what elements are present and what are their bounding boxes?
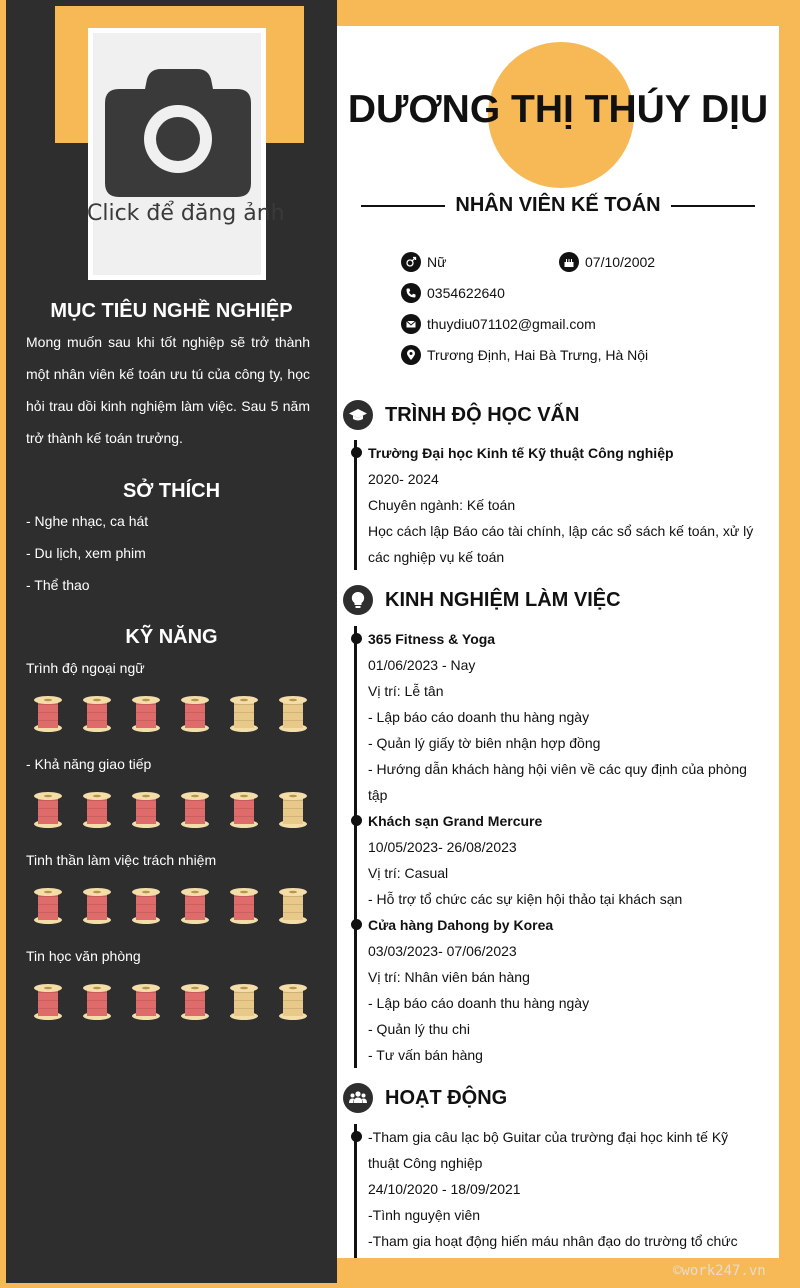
contact-phone: [401, 283, 505, 303]
job-duty: - Quản lý giấy tờ biên nhận hợp đồng: [368, 735, 601, 751]
education-section-header: [343, 400, 579, 430]
timeline-dot: [351, 447, 362, 458]
spool-rating-icon: [128, 695, 164, 733]
skill-label: Trình độ ngoại ngữ: [26, 660, 145, 676]
education-major: Chuyên ngành: Kế toán: [368, 497, 516, 513]
skill-rating: [30, 695, 311, 733]
activity-line: -Tham gia câu lạc bộ Guitar của trường đại học kinh tế Kỹ: [368, 1129, 729, 1145]
birthday-value: 07/10/2002: [585, 254, 656, 270]
skill-rating: [30, 887, 311, 925]
spool-rating-icon: [226, 887, 262, 925]
graduation-cap-icon: [343, 400, 373, 430]
email-icon: [401, 314, 421, 334]
spool-rating-icon: [177, 983, 213, 1021]
activities-timeline: [354, 1124, 357, 1258]
birthday-cake-icon: [559, 252, 579, 272]
spool-rating-icon: [226, 983, 262, 1021]
job-duty: - Lập báo cáo doanh thu hàng ngày: [368, 709, 590, 725]
spool-rating-icon: [128, 983, 164, 1021]
company-name: Khách sạn Grand Mercure: [368, 813, 543, 829]
contact-gender: [401, 252, 446, 272]
timeline-dot: [351, 633, 362, 644]
job-position: Vị trí: Lễ tân: [368, 683, 444, 699]
lightbulb-icon: [343, 585, 373, 615]
objective-heading: MỤC TIÊU NGHỀ NGHIỆP: [50, 300, 293, 322]
job-duty: - Lập báo cáo doanh thu hàng ngày: [368, 995, 590, 1011]
divider: [671, 205, 755, 207]
watermark: ©work247.vn: [673, 1263, 766, 1279]
company-name: Cửa hàng Dahong by Korea: [368, 917, 554, 933]
group-people-icon: [343, 1083, 373, 1113]
address-value: Trương Định, Hai Bà Trưng, Hà Nội: [427, 347, 649, 363]
skill-label: - Khả năng giao tiếp: [26, 756, 152, 772]
camera-icon: [105, 69, 251, 197]
activity-period: 24/10/2020 - 18/09/2021: [368, 1181, 521, 1197]
education-period: 2020- 2024: [368, 471, 439, 487]
education-description: Học cách lập Báo cáo tài chính, lập các sổ sách kế toán, xử lý: [368, 523, 754, 539]
spool-rating-icon: [79, 695, 115, 733]
spool-rating-icon: [275, 983, 311, 1021]
spool-rating-icon: [226, 695, 262, 733]
job-duty: - Hướng dẫn khách hàng hội viên về các quy định của phòng: [368, 761, 747, 777]
candidate-name: DƯƠNG THỊ THÚY DỊU: [347, 88, 769, 131]
activities-section-header: [343, 1083, 507, 1113]
education-description: các nghiệp vụ kế toán: [368, 549, 505, 565]
job-duty: tập: [368, 787, 388, 803]
gender-value: Nữ: [427, 254, 447, 270]
spool-rating-icon: [275, 887, 311, 925]
hobby-item: - Du lịch, xem phim: [26, 545, 146, 561]
experience-section-header: [343, 585, 621, 615]
spool-rating-icon: [177, 887, 213, 925]
email-value: thuydiu071102@gmail.com: [427, 316, 596, 332]
skill-rating: [30, 983, 311, 1021]
timeline-dot: [351, 815, 362, 826]
timeline-dot: [351, 919, 362, 930]
experience-title: KINH NGHIỆM LÀM VIỆC: [385, 588, 621, 611]
job-duty: - Tư vấn bán hàng: [368, 1047, 483, 1063]
job-title: NHÂN VIÊN KẾ TOÁN: [455, 194, 661, 216]
company-name: 365 Fitness & Yoga: [368, 631, 496, 647]
spool-rating-icon: [275, 791, 311, 829]
spool-rating-icon: [30, 791, 66, 829]
timeline-dot: [351, 1131, 362, 1142]
spool-rating-icon: [79, 791, 115, 829]
spool-rating-icon: [30, 695, 66, 733]
spool-rating-icon: [128, 791, 164, 829]
skill-rating: [30, 791, 311, 829]
education-timeline: [354, 440, 357, 570]
job-duty: - Hỗ trợ tổ chức các sự kiện hội thảo tại khách sạn: [368, 891, 683, 907]
main-content: [337, 26, 779, 1258]
skill-label: Tin học văn phòng: [26, 948, 141, 964]
spool-rating-icon: [128, 887, 164, 925]
spool-rating-icon: [275, 695, 311, 733]
spool-rating-icon: [79, 983, 115, 1021]
hobbies-heading: SỞ THÍCH: [122, 480, 221, 502]
school-name: Trường Đại học Kinh tế Kỹ thuật Công nghiệp: [368, 445, 674, 461]
phone-value: 0354622640: [427, 285, 505, 301]
location-pin-icon: [401, 345, 421, 365]
divider: [361, 205, 445, 207]
contact-email: [401, 314, 596, 334]
spool-rating-icon: [226, 791, 262, 829]
objective-text: Mong muốn sau khi tốt nghiệp sẽ trở thành một nhân viên kế toán ưu tú của công ty, học hỏi trau dồi kinh nghiệm làm việc. Sau 5 năm trở thành kế toán trưởng.: [26, 334, 310, 446]
job-position: Vị trí: Casual: [368, 865, 449, 881]
photo-placeholder: [87, 33, 285, 275]
job-period: 03/03/2023- 07/06/2023: [368, 943, 517, 959]
skill-label: Tinh thần làm việc trách nhiệm: [26, 852, 217, 868]
experience-timeline: [354, 626, 357, 1068]
activity-line: -Tình nguyện viên: [368, 1207, 481, 1223]
job-title-row: [361, 194, 755, 217]
activity-line: -Tham gia hoạt động hiến máu nhân đạo do trường tổ chức: [368, 1233, 738, 1249]
activity-line: thuật Công nghiệp: [368, 1155, 483, 1171]
spool-rating-icon: [30, 887, 66, 925]
spool-rating-icon: [30, 983, 66, 1021]
spool-rating-icon: [177, 791, 213, 829]
photo-upload[interactable]: [87, 28, 285, 280]
education-title: TRÌNH ĐỘ HỌC VẤN: [385, 403, 580, 426]
contact-address: [401, 345, 648, 365]
skills-heading: KỸ NĂNG: [125, 626, 218, 648]
spool-rating-icon: [79, 887, 115, 925]
job-position: Vị trí: Nhân viên bán hàng: [368, 969, 530, 985]
job-duty: - Quản lý thu chi: [368, 1021, 470, 1037]
job-period: 10/05/2023- 26/08/2023: [368, 839, 517, 855]
photo-upload-label: Click để đăng ảnh: [87, 201, 285, 226]
hobby-item: - Thể thao: [26, 577, 90, 593]
gender-icon: [401, 252, 421, 272]
job-period: 01/06/2023 - Nay: [368, 657, 476, 673]
phone-icon: [401, 283, 421, 303]
spool-rating-icon: [177, 695, 213, 733]
hobby-item: - Nghe nhạc, ca hát: [26, 513, 149, 529]
contact-birthday: [559, 252, 655, 272]
activities-title: HOẠT ĐỘNG: [385, 1086, 508, 1109]
left-sidebar: [6, 0, 337, 1283]
